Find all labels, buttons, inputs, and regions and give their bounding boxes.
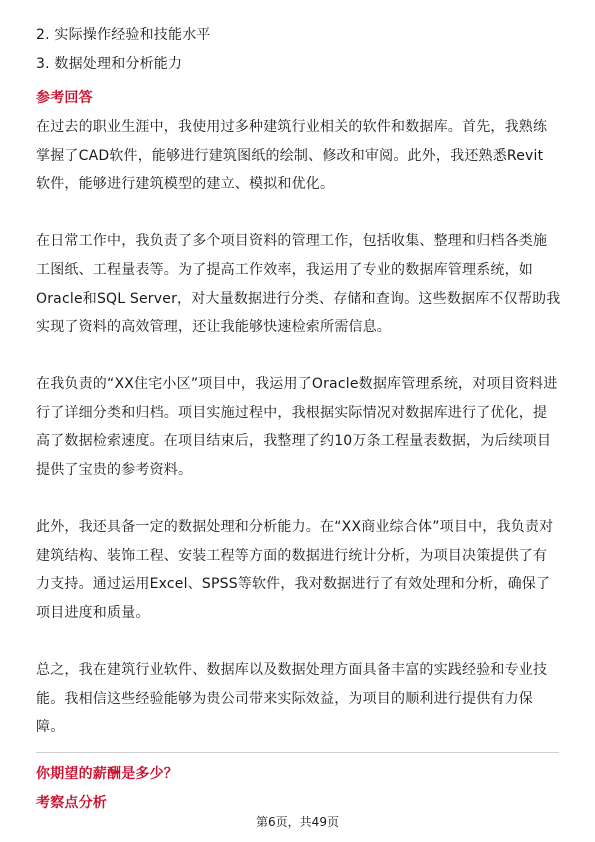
paragraph-line: 力支持。通过运用Excel、SPSS等软件，我对数据进行了有效处理和分析，确保了 [36, 576, 551, 592]
page-number: 第6页，共49页 [256, 815, 339, 829]
list-item: 3. 数据处理和分析能力 [36, 56, 183, 72]
question-heading: 你期望的薪酬是多少？ [36, 766, 178, 782]
paragraph-line: 实现了资料的高效管理，还让我能够快速检索所需信息。 [36, 319, 391, 335]
section-divider [36, 752, 559, 753]
paragraph-line: 在过去的职业生涯中，我使用过多种建筑行业相关的软件和数据库。首先，我熟练 [36, 119, 548, 135]
paragraph-line: 提供了宝贵的参考资料。 [36, 462, 193, 478]
paragraph-line: 在日常工作中，我负责了多个项目资料的管理工作，包括收集、整理和归档各类施 [36, 233, 548, 249]
paragraph-line: 软件，能够进行建筑模型的建立、模拟和优化。 [36, 176, 335, 192]
paragraph-line: 掌握了CAD软件，能够进行建筑图纸的绘制、修改和审阅。此外，我还熟悉Revit [36, 148, 544, 164]
paragraph-line: 障。 [36, 719, 65, 735]
paragraph-line: 此外，我还具备一定的数据处理和分析能力。在“XX商业综合体”项目中，我负责对 [36, 519, 554, 535]
answer-heading: 参考回答 [36, 90, 93, 106]
analysis-heading: 考察点分析 [36, 795, 107, 811]
paragraph-line: 项目进度和质量。 [36, 605, 150, 621]
paragraph-line: 总之，我在建筑行业软件、数据库以及数据处理方面具备丰富的实践经验和专业技 [36, 662, 548, 678]
paragraph-line: 工图纸、工程量表等。为了提高工作效率，我运用了专业的数据库管理系统，如 [36, 262, 533, 278]
paragraph-line: 建筑结构、装饰工程、安装工程等方面的数据进行统计分析，为项目决策提供了有 [36, 548, 548, 564]
paragraph-line: 行了详细分类和归档。项目实施过程中，我根据实际情况对数据库进行了优化，提 [36, 405, 548, 421]
paragraph-line: Oracle和SQL Server，对大量数据进行分类、存储和查询。这些数据库不仅帮助我 [36, 291, 561, 307]
paragraph-line: 能。我相信这些经验能够为贵公司带来实际效益，为项目的顺利进行提供有力保 [36, 691, 533, 707]
paragraph-line: 高了数据检索速度。在项目结束后，我整理了约10万条工程量表数据，为后续项目 [36, 433, 552, 449]
paragraph-line: 在我负责的“XX住宅小区”项目中，我运用了Oracle数据库管理系统，对项目资料进 [36, 376, 558, 392]
list-item: 2. 实际操作经验和技能水平 [36, 27, 211, 43]
